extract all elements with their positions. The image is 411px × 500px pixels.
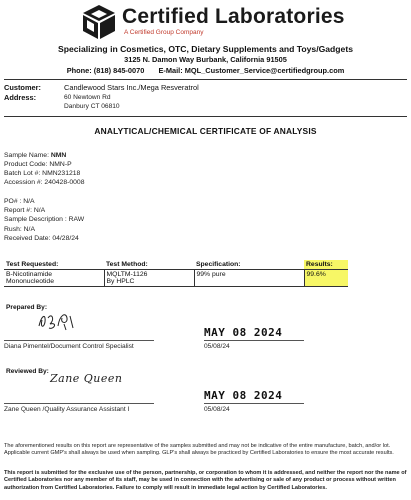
company-address: 3125 N. Damon Way Burbank, California 91505: [124, 55, 287, 64]
table-row: [4, 270, 348, 287]
received-date: Received Date: 04/28/24: [4, 235, 79, 242]
results-header-row: [4, 260, 348, 270]
header-results: Results:: [304, 260, 348, 270]
company-phone: Phone: (818) 845-0070: [66, 66, 145, 75]
prepared-date: 05/08/24: [204, 343, 230, 350]
results-table: [4, 260, 348, 287]
company-subtitle: A Certified Group Company: [124, 29, 204, 36]
prepared-name-line: [4, 340, 154, 341]
company-name: Certified Laboratories: [122, 5, 345, 28]
cube-logo-icon: [82, 4, 116, 40]
sample-name: [4, 152, 66, 159]
company-logo: [82, 4, 345, 40]
rush: Rush: N/A: [4, 226, 35, 233]
company-email: E-Mail: MQL_Customer_Service@certifiedgroup.com: [158, 66, 345, 75]
po-number: PO# : N/A: [4, 198, 35, 205]
customer-value: Candlewood Stars Inc./Mega Resveratrol: [64, 83, 199, 92]
disclaimer-paragraph-2: This report is submitted for the exclusive use of the person, partnership, or corporation to whom it is addressed, and neither the report nor the name of Certified Laboratories nor any member of its staff, may be used in connection with the advertising or sale of any product or process without written authorization from Certified Laboratories. Failure to comply will result in immediate legal action by Certified Laboratories.: [4, 470, 407, 491]
header-test-method: Test Method:: [104, 260, 194, 270]
reviewed-date: 05/08/24: [204, 406, 230, 413]
test-line-1: B-Nicotinamide: [6, 271, 53, 278]
reviewed-name: Zane Queen /Quality Assurance Assistant I: [4, 406, 130, 413]
header-specification: Specification:: [194, 260, 304, 270]
reviewed-date-stamp: MAY 08 2024: [204, 389, 283, 402]
cell-result: 99.6%: [304, 270, 348, 287]
address-label: Address:: [4, 93, 37, 102]
reviewed-date-line: [204, 403, 304, 404]
customer-label: Customer:: [4, 83, 41, 92]
product-code: Product Code: NMN-P: [4, 161, 72, 168]
prepared-date-line: [204, 340, 304, 341]
test-line-2: Mononucleotide: [6, 278, 54, 285]
cell-specification: 99% pure: [194, 270, 304, 287]
header-divider: [4, 79, 407, 80]
header-test-requested: Test Requested:: [4, 260, 104, 270]
prepared-by-label: Prepared By:: [6, 304, 48, 311]
certificate-title: ANALYTICAL/CHEMICAL CERTIFICATE OF ANALYSIS: [94, 126, 317, 136]
cell-test-method: [104, 270, 194, 287]
sample-name-value: NMN: [50, 152, 67, 159]
customer-divider: [4, 116, 407, 117]
disclaimer-paragraph-1: The aforementioned results on this report are representative of the samples submitted and may not be indicative of the entire manufacture, batch, and/or lot. Applicable current GMP's shall always be used when sampling. GLP's shall always be practiced by Certified Laboratories to ensure the most accurate results.: [4, 443, 394, 457]
prepared-name: Diana Pimentel/Document Control Specialist: [4, 343, 134, 350]
prepared-signature-icon: [36, 310, 76, 332]
batch-lot: Batch Lot #: NMN231218: [4, 170, 81, 177]
method-line-1: MQLTM-1126: [106, 271, 148, 278]
cell-test-requested: [4, 270, 104, 287]
reviewed-signature: Zane Queen: [50, 372, 123, 385]
sample-description: Sample Description : RAW: [4, 216, 85, 223]
report-number: Report #: N/A: [4, 207, 46, 214]
sample-name-label: Sample Name:: [4, 152, 51, 159]
address-line-1: 60 Newtown Rd: [64, 94, 111, 101]
method-line-2: By HPLC: [106, 278, 135, 285]
reviewed-by-label: Reviewed By:: [6, 368, 49, 375]
accession-number: Accession #: 240428-0008: [4, 179, 85, 186]
company-contact: [0, 66, 411, 75]
prepared-date-stamp: MAY 08 2024: [204, 326, 283, 339]
company-tagline: Specializing in Cosmetics, OTC, Dietary Supplements and Toys/Gadgets: [58, 44, 353, 54]
address-line-2: Danbury CT 06810: [64, 103, 120, 110]
reviewed-name-line: [4, 403, 154, 404]
